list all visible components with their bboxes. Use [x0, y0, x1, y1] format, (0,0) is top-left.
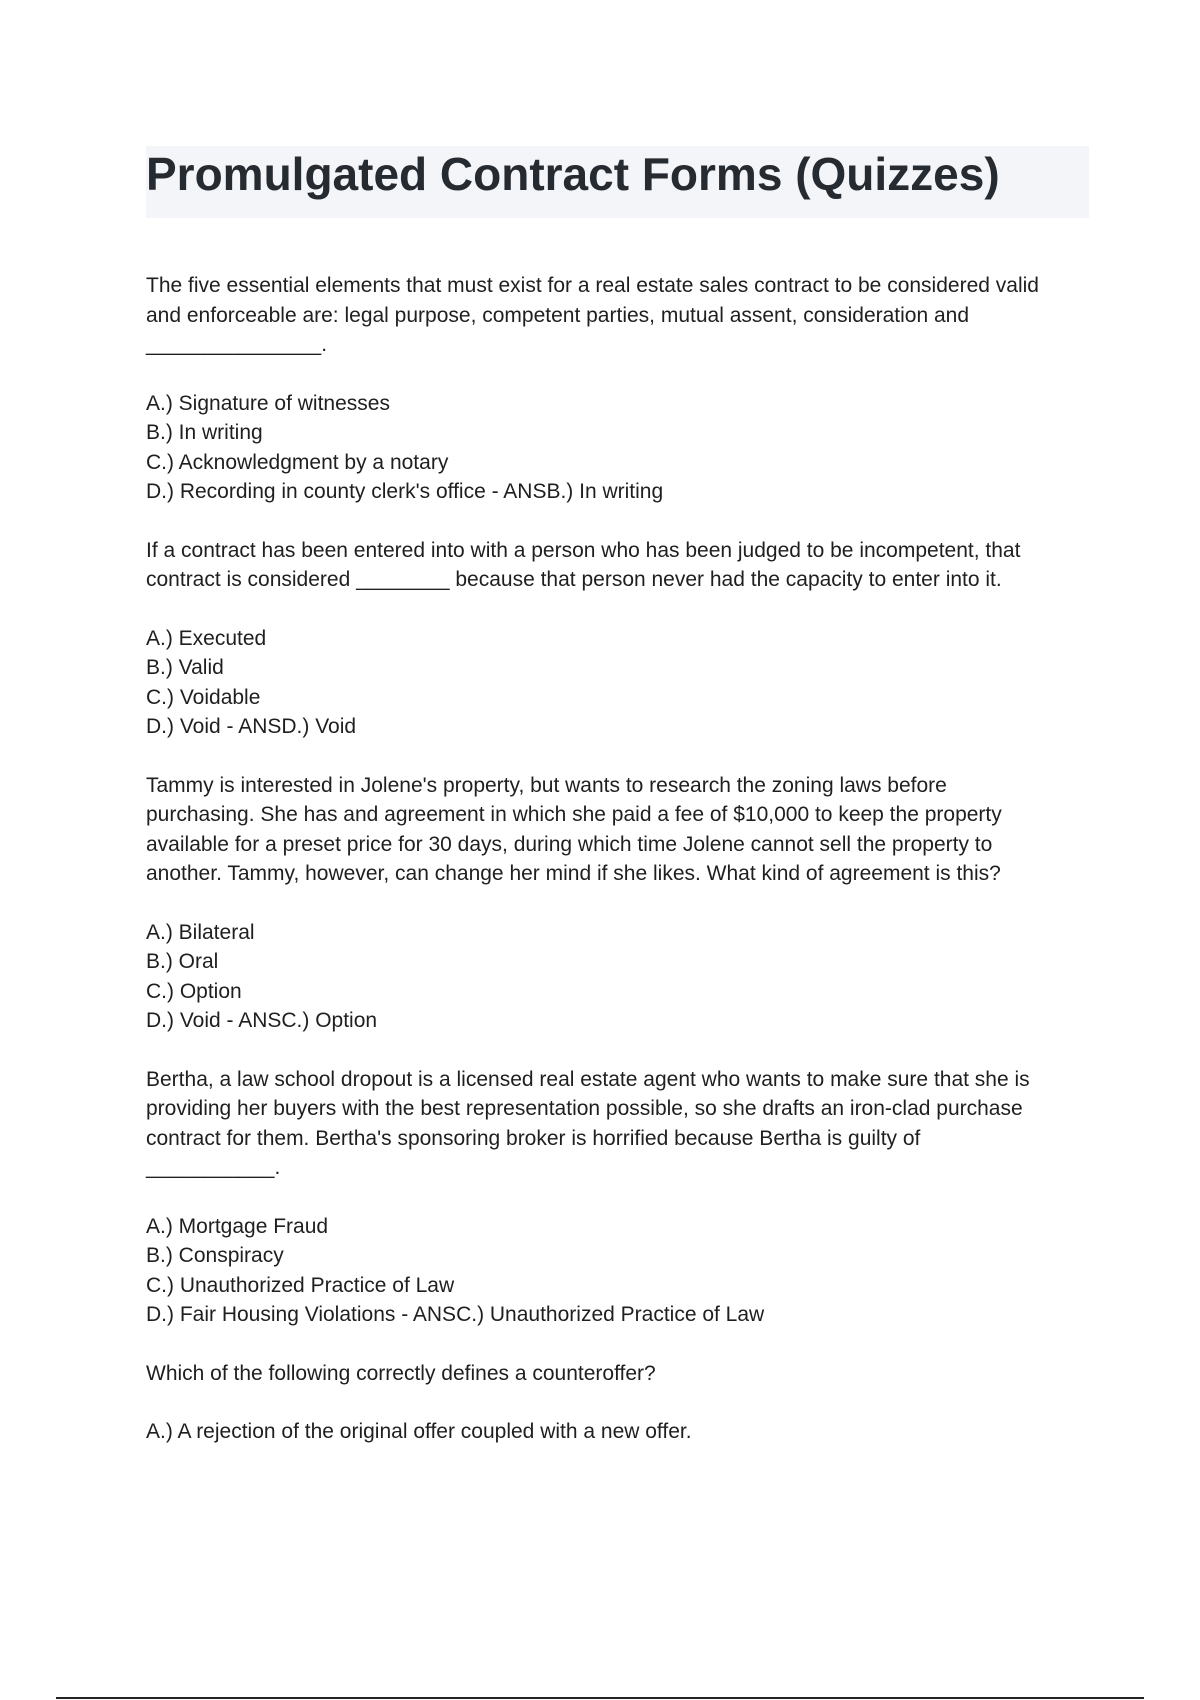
- choice-c: C.) Voidable: [146, 685, 261, 709]
- page-bottom-rule: [56, 1697, 1144, 1699]
- choice-d: D.) Recording in county clerk's office - ANSB.) In writing: [146, 480, 664, 503]
- choice-c: C.) Unauthorized Practice of Law: [146, 1273, 455, 1297]
- question-text: Bertha, a law school dropout is a licensed real estate agent who wants to make sure that she is providing her buyers with the best representation possible, so she drafts an iron-clad purchase contract for them. Bertha's sponsoring broker is horrified because Bertha is guilty of ___________.: [146, 1067, 1030, 1179]
- answer-choices: [146, 389, 1091, 507]
- answer-choices: [146, 624, 1091, 742]
- choice-a: A.) Mortgage Fraud: [146, 1214, 329, 1238]
- quiz-item: [146, 1065, 1091, 1330]
- choice-b: B.) In writing: [146, 421, 263, 444]
- choice-a: A.) Bilateral: [146, 920, 255, 944]
- choice-c: C.) Acknowledgment by a notary: [146, 450, 449, 474]
- quiz-content: [146, 271, 1091, 1476]
- question-text: If a contract has been entered into with a person who has been judged to be incompetent, that contract is considered ________ because that person never had the capacity to enter into it.: [146, 538, 1021, 591]
- choice-d: D.) Void - ANSC.) Option: [146, 1009, 378, 1032]
- quiz-item: [146, 1359, 1091, 1447]
- choice-c: C.) Option: [146, 979, 242, 1003]
- choice-a: A.) Signature of witnesses: [146, 391, 390, 415]
- question-text: Tammy is interested in Jolene's property, but wants to research the zoning laws before purchasing. She has and agreement in which she paid a fee of $10,000 to keep the property available for a preset price for 30 days, during which time Jolene cannot sell the property to another. Tammy, however, can change her mind if she likes. What kind of agreement is this?: [146, 773, 1002, 885]
- choice-a: A.) A rejection of the original offer coupled with a new offer.: [146, 1420, 692, 1443]
- question-text: The five essential elements that must exist for a real estate sales contract to be considered valid and enforceable are: legal purpose, competent parties, mutual assent, consideration and _______________.: [146, 274, 1039, 356]
- choice-d: D.) Fair Housing Violations - ANSC.) Unauthorized Practice of Law: [146, 1303, 765, 1326]
- choice-d: D.) Void - ANSD.) Void: [146, 715, 357, 738]
- answer-choices: [146, 1212, 1091, 1330]
- quiz-item: [146, 536, 1091, 742]
- answer-choices: [146, 1417, 1091, 1447]
- choice-b: B.) Valid: [146, 656, 224, 679]
- answer-choices: [146, 918, 1091, 1036]
- choice-a: A.) Executed: [146, 626, 267, 650]
- question-text: Which of the following correctly defines a counteroffer?: [146, 1361, 656, 1385]
- quiz-item: [146, 271, 1091, 507]
- quiz-item: [146, 771, 1091, 1036]
- choice-b: B.) Conspiracy: [146, 1244, 284, 1267]
- choice-b: B.) Oral: [146, 950, 219, 973]
- document-title: Promulgated Contract Forms (Quizzes): [146, 148, 1000, 200]
